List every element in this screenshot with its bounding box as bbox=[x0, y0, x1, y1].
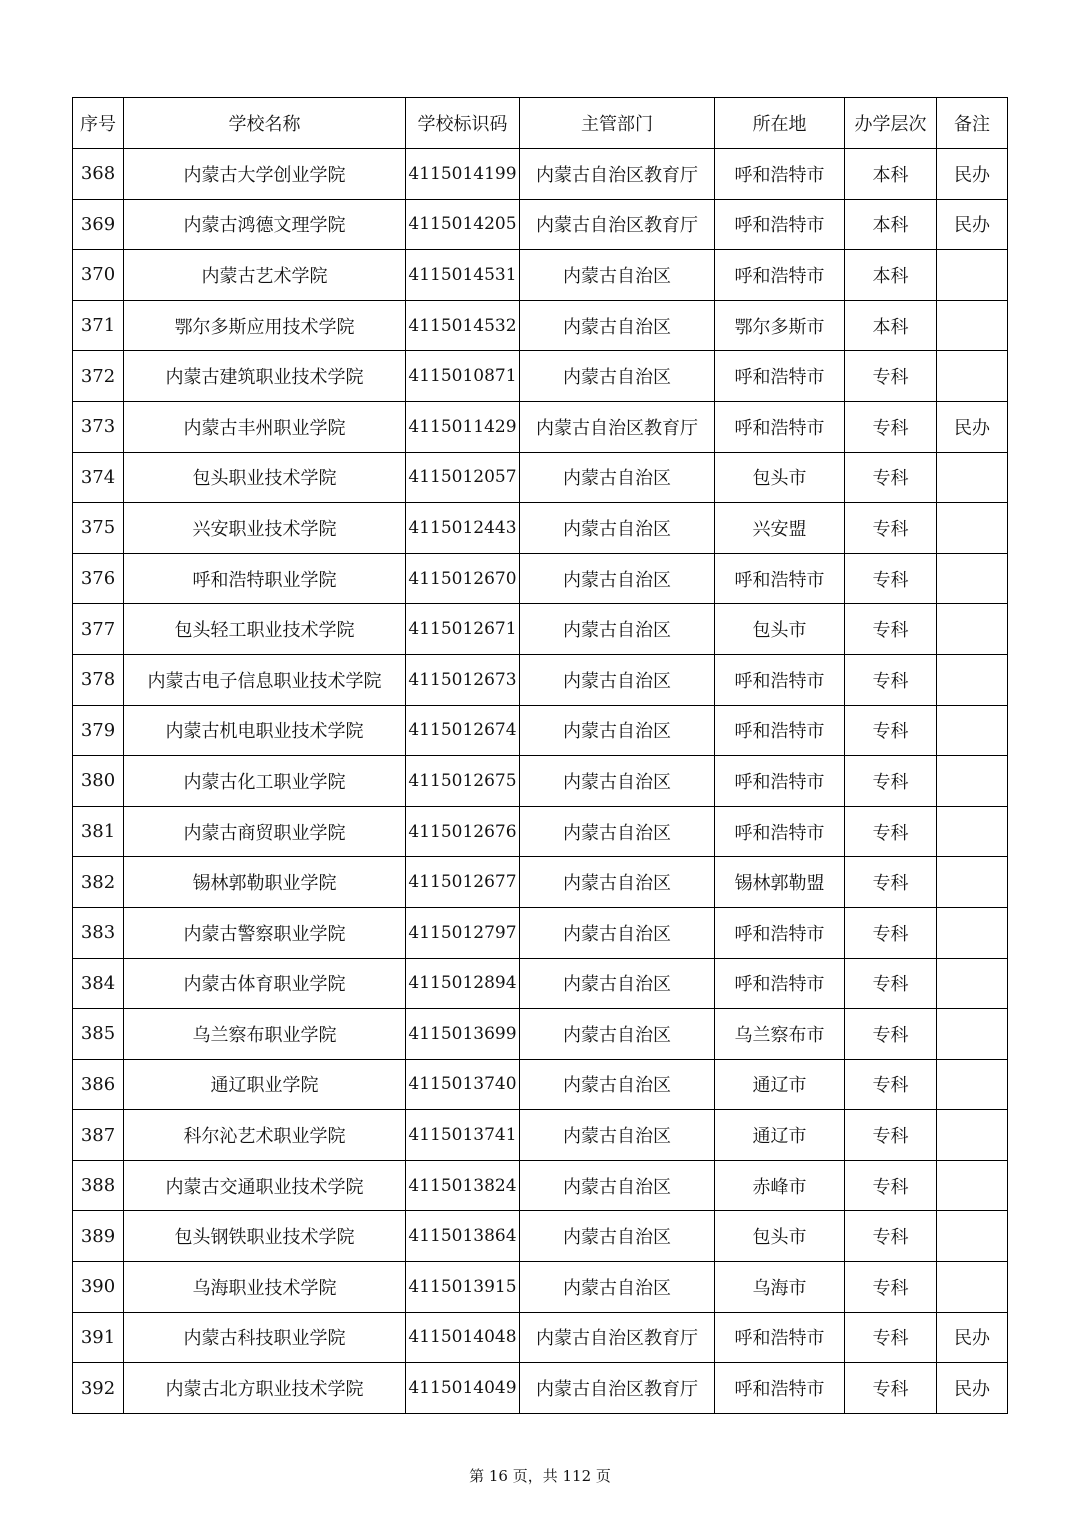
table-row bbox=[73, 250, 1008, 301]
table-row bbox=[73, 149, 1008, 200]
cell-school-name: 呼和浩特职业学院 bbox=[124, 553, 406, 604]
table-row bbox=[73, 705, 1008, 756]
cell-level: 专科 bbox=[845, 654, 937, 705]
cell-department: 内蒙古自治区 bbox=[520, 300, 715, 351]
table-row bbox=[73, 452, 1008, 503]
cell-location: 呼和浩特市 bbox=[715, 1363, 845, 1414]
cell-location: 乌兰察布市 bbox=[715, 1009, 845, 1060]
cell-remark bbox=[937, 503, 1008, 554]
cell-department: 内蒙古自治区教育厅 bbox=[520, 1312, 715, 1363]
cell-department: 内蒙古自治区 bbox=[520, 806, 715, 857]
cell-remark bbox=[937, 756, 1008, 807]
cell-school-code: 4115014049 bbox=[406, 1363, 520, 1414]
cell-school-code: 4115012670 bbox=[406, 553, 520, 604]
cell-location: 呼和浩特市 bbox=[715, 654, 845, 705]
cell-location: 呼和浩特市 bbox=[715, 705, 845, 756]
cell-remark bbox=[937, 1160, 1008, 1211]
cell-level: 专科 bbox=[845, 1110, 937, 1161]
cell-department: 内蒙古自治区 bbox=[520, 654, 715, 705]
cell-level: 本科 bbox=[845, 149, 937, 200]
cell-location: 锡林郭勒盟 bbox=[715, 857, 845, 908]
cell-remark bbox=[937, 1110, 1008, 1161]
cell-school-code: 4115014199 bbox=[406, 149, 520, 200]
cell-school-name: 通辽职业学院 bbox=[124, 1059, 406, 1110]
cell-location: 包头市 bbox=[715, 452, 845, 503]
header-index: 序号 bbox=[73, 98, 124, 149]
cell-school-code: 4115013699 bbox=[406, 1009, 520, 1060]
cell-index: 391 bbox=[73, 1312, 124, 1363]
cell-school-code: 4115012673 bbox=[406, 654, 520, 705]
cell-index: 377 bbox=[73, 604, 124, 655]
cell-index: 386 bbox=[73, 1059, 124, 1110]
cell-index: 375 bbox=[73, 503, 124, 554]
cell-index: 385 bbox=[73, 1009, 124, 1060]
cell-remark bbox=[937, 1059, 1008, 1110]
cell-index: 387 bbox=[73, 1110, 124, 1161]
table-row bbox=[73, 553, 1008, 604]
table-row bbox=[73, 1211, 1008, 1262]
cell-location: 鄂尔多斯市 bbox=[715, 300, 845, 351]
cell-level: 专科 bbox=[845, 553, 937, 604]
cell-level: 本科 bbox=[845, 300, 937, 351]
cell-school-name: 内蒙古电子信息职业技术学院 bbox=[124, 654, 406, 705]
cell-index: 371 bbox=[73, 300, 124, 351]
cell-index: 380 bbox=[73, 756, 124, 807]
header-remark: 备注 bbox=[937, 98, 1008, 149]
cell-remark bbox=[937, 857, 1008, 908]
cell-remark: 民办 bbox=[937, 199, 1008, 250]
cell-school-code: 4115012057 bbox=[406, 452, 520, 503]
cell-department: 内蒙古自治区教育厅 bbox=[520, 199, 715, 250]
cell-index: 369 bbox=[73, 199, 124, 250]
cell-level: 专科 bbox=[845, 452, 937, 503]
cell-index: 381 bbox=[73, 806, 124, 857]
cell-school-name: 科尔沁艺术职业学院 bbox=[124, 1110, 406, 1161]
cell-school-code: 4115013824 bbox=[406, 1160, 520, 1211]
cell-location: 通辽市 bbox=[715, 1110, 845, 1161]
cell-index: 389 bbox=[73, 1211, 124, 1262]
cell-level: 专科 bbox=[845, 1312, 937, 1363]
cell-department: 内蒙古自治区 bbox=[520, 857, 715, 908]
cell-level: 专科 bbox=[845, 1211, 937, 1262]
table-row bbox=[73, 199, 1008, 250]
cell-location: 呼和浩特市 bbox=[715, 1312, 845, 1363]
cell-school-name: 乌兰察布职业学院 bbox=[124, 1009, 406, 1060]
table-row bbox=[73, 604, 1008, 655]
cell-school-name: 内蒙古体育职业学院 bbox=[124, 958, 406, 1009]
page-number: 第 16 页，共 112 页 bbox=[469, 1467, 611, 1485]
cell-location: 呼和浩特市 bbox=[715, 553, 845, 604]
cell-level: 专科 bbox=[845, 907, 937, 958]
cell-school-name: 内蒙古丰州职业学院 bbox=[124, 401, 406, 452]
cell-school-name: 锡林郭勒职业学院 bbox=[124, 857, 406, 908]
header-level: 办学层次 bbox=[845, 98, 937, 149]
cell-level: 专科 bbox=[845, 1009, 937, 1060]
header-school-code: 学校标识码 bbox=[406, 98, 520, 149]
cell-department: 内蒙古自治区 bbox=[520, 1160, 715, 1211]
cell-index: 368 bbox=[73, 149, 124, 200]
cell-remark: 民办 bbox=[937, 401, 1008, 452]
table-row bbox=[73, 756, 1008, 807]
cell-location: 呼和浩特市 bbox=[715, 907, 845, 958]
cell-level: 专科 bbox=[845, 756, 937, 807]
cell-department: 内蒙古自治区 bbox=[520, 452, 715, 503]
cell-index: 373 bbox=[73, 401, 124, 452]
table-row bbox=[73, 958, 1008, 1009]
cell-remark bbox=[937, 654, 1008, 705]
table-row bbox=[73, 907, 1008, 958]
table-row bbox=[73, 351, 1008, 402]
table-row bbox=[73, 1312, 1008, 1363]
cell-location: 呼和浩特市 bbox=[715, 806, 845, 857]
cell-location: 包头市 bbox=[715, 604, 845, 655]
cell-location: 赤峰市 bbox=[715, 1160, 845, 1211]
cell-index: 388 bbox=[73, 1160, 124, 1211]
cell-remark bbox=[937, 1009, 1008, 1060]
cell-school-name: 包头职业技术学院 bbox=[124, 452, 406, 503]
cell-school-code: 4115012894 bbox=[406, 958, 520, 1009]
cell-remark bbox=[937, 553, 1008, 604]
cell-location: 乌海市 bbox=[715, 1262, 845, 1313]
cell-school-code: 4115012674 bbox=[406, 705, 520, 756]
cell-index: 382 bbox=[73, 857, 124, 908]
cell-school-code: 4115013864 bbox=[406, 1211, 520, 1262]
cell-level: 本科 bbox=[845, 250, 937, 301]
header-row bbox=[73, 98, 1008, 149]
cell-level: 专科 bbox=[845, 857, 937, 908]
cell-school-name: 内蒙古机电职业技术学院 bbox=[124, 705, 406, 756]
cell-level: 专科 bbox=[845, 705, 937, 756]
table-row bbox=[73, 1160, 1008, 1211]
cell-remark bbox=[937, 351, 1008, 402]
cell-index: 392 bbox=[73, 1363, 124, 1414]
cell-department: 内蒙古自治区 bbox=[520, 1211, 715, 1262]
cell-level: 专科 bbox=[845, 1059, 937, 1110]
cell-school-name: 内蒙古鸿德文理学院 bbox=[124, 199, 406, 250]
cell-department: 内蒙古自治区教育厅 bbox=[520, 149, 715, 200]
cell-index: 390 bbox=[73, 1262, 124, 1313]
cell-school-code: 4115013915 bbox=[406, 1262, 520, 1313]
header-school-name: 学校名称 bbox=[124, 98, 406, 149]
cell-school-name: 内蒙古商贸职业学院 bbox=[124, 806, 406, 857]
cell-department: 内蒙古自治区 bbox=[520, 1009, 715, 1060]
table-row bbox=[73, 1059, 1008, 1110]
cell-remark bbox=[937, 1262, 1008, 1313]
cell-location: 兴安盟 bbox=[715, 503, 845, 554]
cell-location: 呼和浩特市 bbox=[715, 351, 845, 402]
cell-location: 呼和浩特市 bbox=[715, 756, 845, 807]
page-footer bbox=[0, 1465, 1080, 1486]
cell-remark bbox=[937, 705, 1008, 756]
cell-index: 384 bbox=[73, 958, 124, 1009]
cell-remark bbox=[937, 250, 1008, 301]
cell-index: 379 bbox=[73, 705, 124, 756]
cell-school-name: 内蒙古化工职业学院 bbox=[124, 756, 406, 807]
cell-department: 内蒙古自治区 bbox=[520, 250, 715, 301]
university-table bbox=[72, 97, 1008, 1414]
cell-school-name: 内蒙古建筑职业技术学院 bbox=[124, 351, 406, 402]
table-row bbox=[73, 1262, 1008, 1313]
cell-remark: 民办 bbox=[937, 149, 1008, 200]
cell-location: 通辽市 bbox=[715, 1059, 845, 1110]
cell-level: 专科 bbox=[845, 1262, 937, 1313]
cell-school-code: 4115012797 bbox=[406, 907, 520, 958]
cell-location: 呼和浩特市 bbox=[715, 149, 845, 200]
cell-level: 专科 bbox=[845, 401, 937, 452]
cell-department: 内蒙古自治区 bbox=[520, 553, 715, 604]
cell-remark: 民办 bbox=[937, 1312, 1008, 1363]
table-row bbox=[73, 1363, 1008, 1414]
cell-location: 呼和浩特市 bbox=[715, 401, 845, 452]
cell-school-code: 4115012676 bbox=[406, 806, 520, 857]
cell-school-code: 4115012675 bbox=[406, 756, 520, 807]
cell-remark bbox=[937, 806, 1008, 857]
cell-remark bbox=[937, 300, 1008, 351]
cell-school-code: 4115014532 bbox=[406, 300, 520, 351]
cell-location: 呼和浩特市 bbox=[715, 199, 845, 250]
cell-level: 专科 bbox=[845, 351, 937, 402]
cell-department: 内蒙古自治区教育厅 bbox=[520, 401, 715, 452]
cell-school-name: 内蒙古科技职业学院 bbox=[124, 1312, 406, 1363]
cell-remark bbox=[937, 907, 1008, 958]
cell-level: 专科 bbox=[845, 503, 937, 554]
cell-level: 专科 bbox=[845, 604, 937, 655]
cell-department: 内蒙古自治区 bbox=[520, 958, 715, 1009]
cell-level: 专科 bbox=[845, 806, 937, 857]
cell-school-name: 内蒙古艺术学院 bbox=[124, 250, 406, 301]
cell-level: 专科 bbox=[845, 958, 937, 1009]
table-row bbox=[73, 401, 1008, 452]
cell-school-name: 内蒙古警察职业学院 bbox=[124, 907, 406, 958]
cell-level: 专科 bbox=[845, 1160, 937, 1211]
cell-location: 呼和浩特市 bbox=[715, 958, 845, 1009]
cell-school-name: 鄂尔多斯应用技术学院 bbox=[124, 300, 406, 351]
header-location: 所在地 bbox=[715, 98, 845, 149]
cell-level: 本科 bbox=[845, 199, 937, 250]
cell-department: 内蒙古自治区 bbox=[520, 351, 715, 402]
table-row bbox=[73, 654, 1008, 705]
cell-school-code: 4115012677 bbox=[406, 857, 520, 908]
table-row bbox=[73, 806, 1008, 857]
cell-department: 内蒙古自治区 bbox=[520, 1110, 715, 1161]
cell-school-code: 4115012671 bbox=[406, 604, 520, 655]
cell-index: 370 bbox=[73, 250, 124, 301]
cell-department: 内蒙古自治区教育厅 bbox=[520, 1363, 715, 1414]
cell-location: 包头市 bbox=[715, 1211, 845, 1262]
header-department: 主管部门 bbox=[520, 98, 715, 149]
cell-location: 呼和浩特市 bbox=[715, 250, 845, 301]
cell-index: 372 bbox=[73, 351, 124, 402]
cell-department: 内蒙古自治区 bbox=[520, 907, 715, 958]
cell-school-code: 4115013740 bbox=[406, 1059, 520, 1110]
cell-department: 内蒙古自治区 bbox=[520, 756, 715, 807]
cell-department: 内蒙古自治区 bbox=[520, 604, 715, 655]
cell-school-code: 4115010871 bbox=[406, 351, 520, 402]
cell-school-code: 4115014205 bbox=[406, 199, 520, 250]
cell-school-name: 包头轻工职业技术学院 bbox=[124, 604, 406, 655]
cell-school-code: 4115014048 bbox=[406, 1312, 520, 1363]
cell-school-code: 4115013741 bbox=[406, 1110, 520, 1161]
cell-remark bbox=[937, 958, 1008, 1009]
cell-department: 内蒙古自治区 bbox=[520, 1262, 715, 1313]
cell-school-name: 内蒙古北方职业技术学院 bbox=[124, 1363, 406, 1414]
cell-school-name: 兴安职业技术学院 bbox=[124, 503, 406, 554]
cell-department: 内蒙古自治区 bbox=[520, 1059, 715, 1110]
cell-remark: 民办 bbox=[937, 1363, 1008, 1414]
table-row bbox=[73, 1009, 1008, 1060]
cell-school-code: 4115011429 bbox=[406, 401, 520, 452]
cell-remark bbox=[937, 452, 1008, 503]
table-row bbox=[73, 857, 1008, 908]
cell-index: 376 bbox=[73, 553, 124, 604]
cell-remark bbox=[937, 604, 1008, 655]
cell-school-name: 包头钢铁职业技术学院 bbox=[124, 1211, 406, 1262]
cell-level: 专科 bbox=[845, 1363, 937, 1414]
cell-school-code: 4115012443 bbox=[406, 503, 520, 554]
table-row bbox=[73, 503, 1008, 554]
cell-index: 383 bbox=[73, 907, 124, 958]
cell-department: 内蒙古自治区 bbox=[520, 705, 715, 756]
table-body bbox=[73, 149, 1008, 1414]
cell-department: 内蒙古自治区 bbox=[520, 503, 715, 554]
cell-index: 378 bbox=[73, 654, 124, 705]
cell-school-name: 内蒙古交通职业技术学院 bbox=[124, 1160, 406, 1211]
table-row bbox=[73, 1110, 1008, 1161]
cell-school-name: 乌海职业技术学院 bbox=[124, 1262, 406, 1313]
cell-remark bbox=[937, 1211, 1008, 1262]
cell-school-code: 4115014531 bbox=[406, 250, 520, 301]
cell-school-name: 内蒙古大学创业学院 bbox=[124, 149, 406, 200]
table-header bbox=[73, 98, 1008, 149]
cell-index: 374 bbox=[73, 452, 124, 503]
table-row bbox=[73, 300, 1008, 351]
